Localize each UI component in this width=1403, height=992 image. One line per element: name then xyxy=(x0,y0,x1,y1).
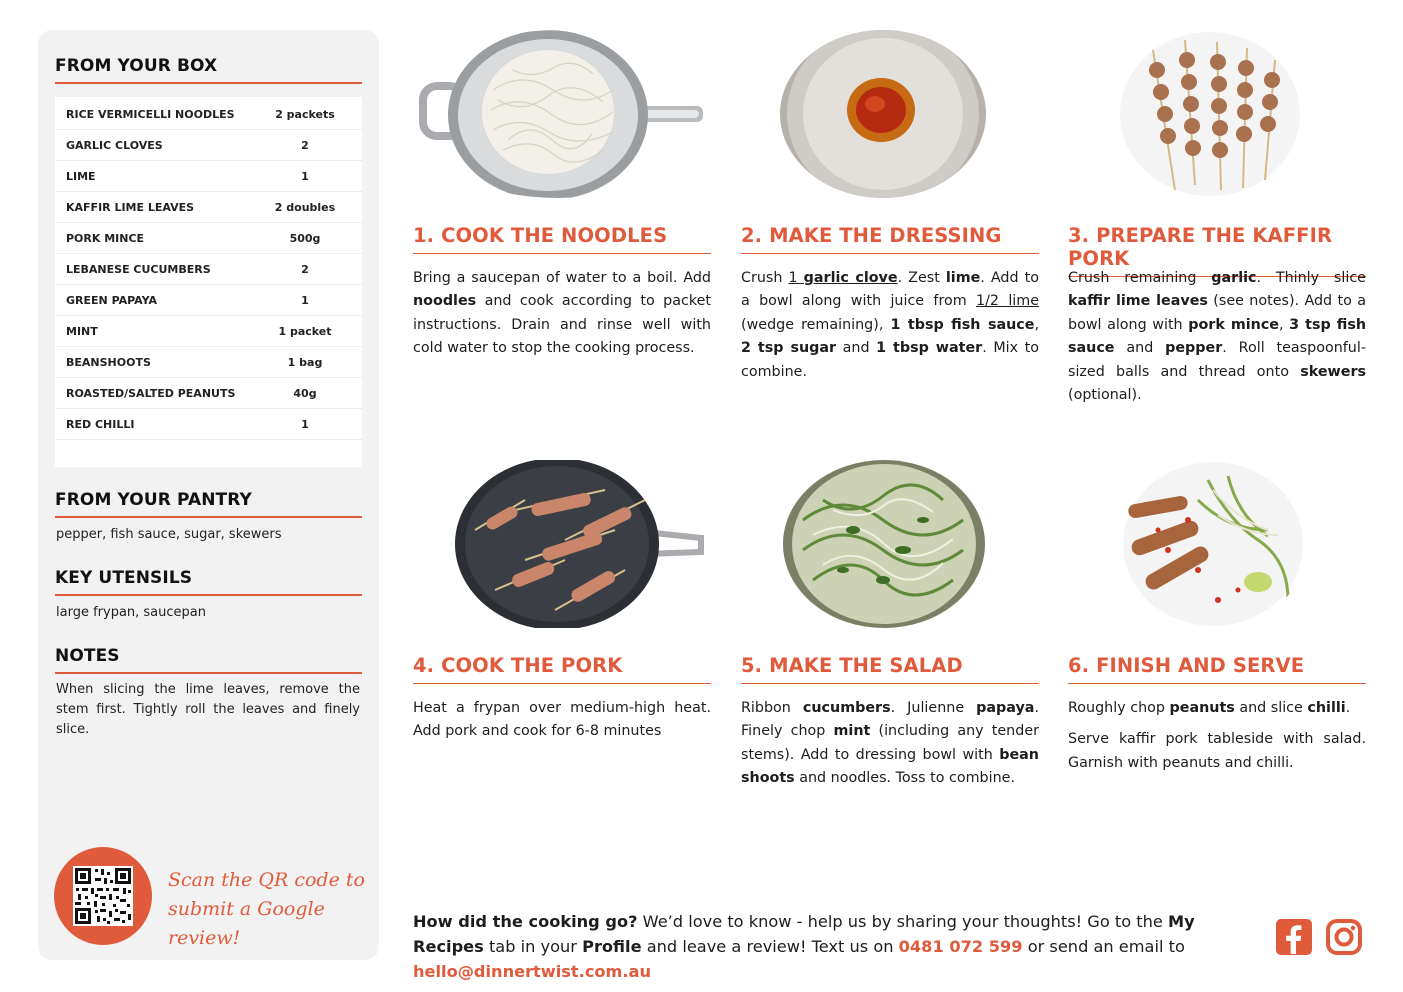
qr-caption-line-2: submit a Google review! xyxy=(168,898,325,949)
step-6-text xyxy=(1068,697,1366,775)
ingredient-qty: 1 xyxy=(301,169,309,183)
from-your-box-title: FROM YOUR BOX xyxy=(55,56,362,84)
ingredient-name: MINT xyxy=(66,324,98,338)
step-5-title: 5. MAKE THE SALAD xyxy=(741,654,1039,684)
step-5-photo xyxy=(783,460,985,630)
qr-code-icon[interactable] xyxy=(73,866,133,926)
step-4-title: 4. COOK THE PORK xyxy=(413,654,711,684)
facebook-icon[interactable] xyxy=(1275,918,1313,956)
step-3-photo xyxy=(1115,30,1305,200)
ingredient-name: RICE VERMICELLI NOODLES xyxy=(66,107,235,121)
step-2-text: Crush 1 garlic clove. Zest lime. Add to a bowl along with juice from 1/2 lime (wedge remaining), 1 tbsp fish sauce, 2 tsp sugar and 1 tbsp water. Mix to combine. xyxy=(741,270,1039,380)
ingredient-row xyxy=(55,161,362,192)
ingredient-name: KAFFIR LIME LEAVES xyxy=(66,200,195,214)
qr-caption-line-1: Scan the QR code to xyxy=(168,869,365,891)
step-5-text: Ribbon cucumbers. Julienne papaya. Finely chop mint (including any tender stems). Add to dressing bowl with bean shoots and noodles. Toss to combine. xyxy=(741,700,1039,787)
step-1-photo xyxy=(413,30,703,200)
ingredient-name: GARLIC CLOVES xyxy=(66,138,163,152)
ingredients-table xyxy=(55,97,362,467)
step-2-photo xyxy=(780,30,986,200)
step-3-text: Crush remaining garlic. Thinly slice kaffir lime leaves (see notes). Add to a bowl along with pork mince, 3 tsp fish sauce and pepper. Roll teaspoonful-sized balls and thread onto skewers (optional). xyxy=(1068,270,1367,404)
utensils-text: large frypan, saucepan xyxy=(56,605,206,620)
ingredient-qty: 40g xyxy=(293,386,317,400)
ingredient-row xyxy=(55,130,362,161)
qr-code-badge[interactable] xyxy=(54,847,152,945)
ingredient-row xyxy=(55,347,362,378)
ingredient-name: LIME xyxy=(66,169,96,183)
ingredient-row xyxy=(55,285,362,316)
ingredient-row xyxy=(55,223,362,254)
ingredient-row xyxy=(55,192,362,223)
step-4-text: Heat a frypan over medium-high heat. Add pork and cook for 6-8 minutes xyxy=(413,700,711,740)
ingredient-qty: 2 doubles xyxy=(274,200,336,214)
ingredient-name: ROASTED/SALTED PEANUTS xyxy=(66,386,236,400)
step-1-text: Bring a saucepan of water to a boil. Add noodles and cook according to packet instructions. Drain and rinse well with cold water to stop the cooking process. xyxy=(413,270,711,357)
ingredient-row xyxy=(55,409,362,440)
instagram-icon[interactable] xyxy=(1325,918,1363,956)
notes-text: When slicing the lime leaves, remove the stem first. Tightly roll the leaves and finely slice. xyxy=(56,682,360,737)
step-6-text-para-2: Serve kaffir pork tableside with salad. Garnish with peanuts and chilli. xyxy=(1068,731,1366,771)
ingredient-row xyxy=(55,378,362,409)
step-3-title: 3. PREPARE THE KAFFIR PORK xyxy=(1068,224,1366,277)
ingredient-qty: 2 packets xyxy=(275,107,335,121)
step-6-photo xyxy=(1118,460,1308,630)
step-2-title: 2. MAKE THE DRESSING xyxy=(741,224,1039,254)
ingredient-name: GREEN PAPAYA xyxy=(66,293,158,307)
ingredient-name: LEBANESE CUCUMBERS xyxy=(66,262,211,276)
from-your-pantry-title: FROM YOUR PANTRY xyxy=(55,490,362,518)
ingredient-name: PORK MINCE xyxy=(66,231,145,245)
notes-title: NOTES xyxy=(55,646,362,674)
ingredient-qty: 1 xyxy=(301,293,309,307)
ingredient-row xyxy=(55,316,362,347)
ingredient-qty: 1 xyxy=(301,417,309,431)
step-1-title: 1. COOK THE NOODLES xyxy=(413,224,711,254)
ingredient-name: BEANSHOOTS xyxy=(66,355,151,369)
feedback-footer: How did the cooking go? We’d love to know - help us by sharing your thoughts! Go to the My Recipes tab in your Profile and leave a review! Text us on 0481 072 599 or send an email to hello@dinnertwist.com.au xyxy=(413,912,1195,981)
ingredient-row xyxy=(55,99,362,130)
ingredient-qty: 2 xyxy=(301,262,309,276)
ingredient-qty: 500g xyxy=(289,231,321,245)
ingredient-qty: 1 packet xyxy=(278,324,332,338)
step-6-text-para-1: Roughly chop peanuts and slice chilli. xyxy=(1068,700,1351,716)
ingredient-row xyxy=(55,254,362,285)
ingredient-name: RED CHILLI xyxy=(66,417,135,431)
ingredient-qty: 1 bag xyxy=(287,355,323,369)
pantry-text: pepper, fish sauce, sugar, skewers xyxy=(56,527,282,542)
step-4-photo xyxy=(455,460,705,630)
key-utensils-title: KEY UTENSILS xyxy=(55,568,362,596)
step-6-title: 6. FINISH AND SERVE xyxy=(1068,654,1366,684)
ingredient-qty: 2 xyxy=(301,138,309,152)
sidebar xyxy=(38,30,379,960)
qr-caption xyxy=(168,866,368,953)
